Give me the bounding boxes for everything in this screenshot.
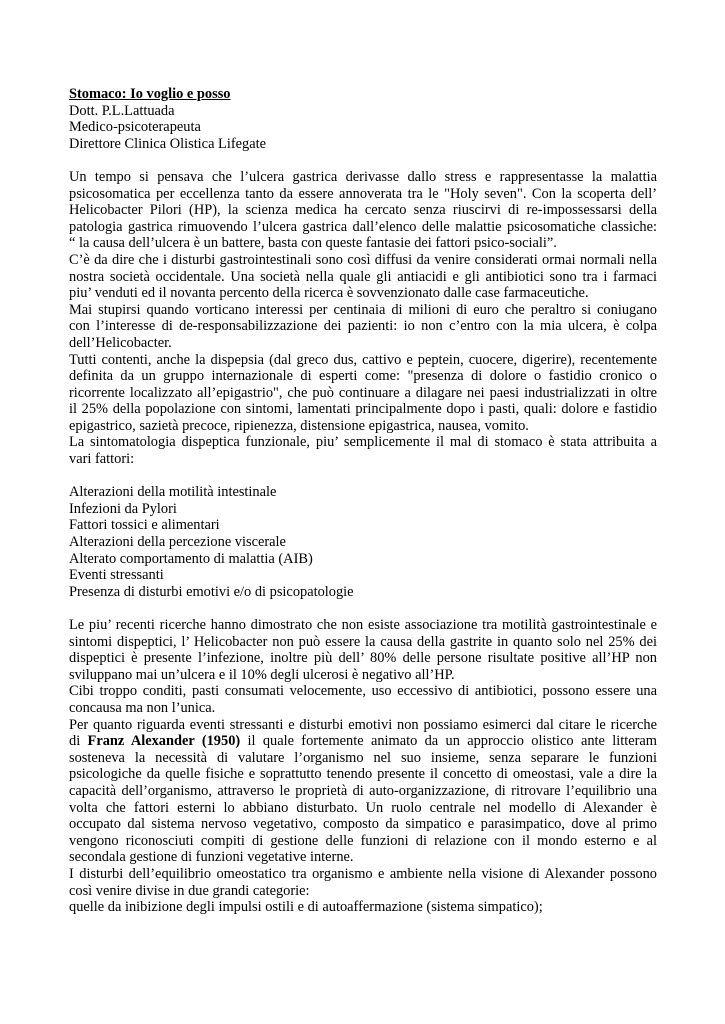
text-line: sviluppano mai un’ulcera e il 10% degli ulcerosi è negativo all’HP. xyxy=(69,666,455,683)
text-line: dell’Helicobacter. xyxy=(69,334,172,351)
text-line: La sintomatologia dispeptica funzionale, piu’ semplicemente il mal di stomaco è stata attribuita a xyxy=(69,434,657,451)
text-line: il 25% della popolazione con sintomi, lamentati principalmente dopo i pasti, quali: dolore e fastidio xyxy=(69,401,657,418)
text-line: secondala gestione di funzioni vegetative interne. xyxy=(69,849,354,866)
text-line: ricorrente localizzato all’epigastrio", che può continuare a dilagare nei paesi industrializzati in oltre xyxy=(69,384,657,401)
text-line: Un tempo si pensava che l’ulcera gastrica derivasse dallo stress e rappresentasse la malattia xyxy=(69,168,657,185)
text-line: sintomi dispeptici, l’ Helicobacter non può essere la causa della gastrite in quanto solo nel 25% dei xyxy=(69,633,657,650)
text-line: vengono riconosciuti compiti di gestione delle funzioni di relazione con il mondo esterno e al xyxy=(69,832,657,849)
text-line: così venire divise in due grandi categorie: xyxy=(69,882,310,899)
document-title: Stomaco: Io voglio e posso xyxy=(69,86,231,102)
text-line: epigastrico, sazietà precoce, ripienezza, distensione epigastrica, nausea, vomito. xyxy=(69,417,529,434)
text-line: Per quanto riguarda eventi stressanti e disturbi emotivi non possiamo esimerci dal citare le ricerche xyxy=(69,716,657,733)
list-item: Alterato comportamento di malattia (AIB) xyxy=(69,550,313,567)
list-item: Alterazioni della motilità intestinale xyxy=(69,484,277,501)
author-name: Dott. P.L.Lattuada xyxy=(69,102,175,119)
text-line: vari fattori: xyxy=(69,451,135,468)
spacer xyxy=(69,152,657,169)
text-fragment: di xyxy=(69,733,81,750)
text-line: quelle da inibizione degli impulsi ostili e di autoaffermazione (sistema simpatico); xyxy=(69,899,543,916)
text-line: capacità dell’organismo, attraverso le proprietà di auto-organizzazione, di ritrovare l’equilibrio una xyxy=(69,782,657,799)
text-line: Le piu’ recenti ricerche hanno dimostrato che non esiste associazione tra motilità gastrointestinale e xyxy=(69,617,657,633)
text-line: patologia gastrica rimuovendo l’ulcera gastrica dall’elenco delle malattie psicosomatiche classiche: xyxy=(69,218,657,235)
text-line: Tutti contenti, anche la dispepsia (dal greco dus, cattivo e peptein, cuocere, digerire), recentemente xyxy=(69,351,657,368)
text-line: piu’ venduti ed il novanta percento della ricerca è sovvenzionato dalle case farmaceutiche. xyxy=(69,285,589,302)
author-citation: Franz Alexander (1950) xyxy=(87,733,241,750)
text-line: occupato dal sistema nervoso vegetativo, composto da simpatico e parasimpatico, dove al primo xyxy=(69,816,657,833)
text-line: C’è da dire che i disturbi gastrointestinali sono così diffusi da venire considerati ormai normali nella xyxy=(69,251,657,268)
text-line: nostra società occidentale. Una società nella quale gli antiacidi e gli antibiotici sono tra i farmaci xyxy=(69,268,657,285)
spacer xyxy=(69,468,657,485)
text-line: psicologiche da quelle fisiche e soprattutto tenendo presente il concetto di omeostasi, vale a dire la xyxy=(69,766,657,783)
text-line: definita da un gruppo internazionale di esperti come: "presenza di dolore o fastidio cronico o xyxy=(69,368,657,385)
text-line-alexander xyxy=(69,733,657,750)
text-line: Helicobacter Pilori (HP), la scienza medica ha cercato senza riuscirvi di re-impossessarsi della xyxy=(69,202,657,219)
spacer xyxy=(69,600,657,617)
text-line: Mai stupirsi quando vorticano interessi per centinaia di milioni di euro che peraltro si coniugano xyxy=(69,301,657,318)
text-line: sosteneva la necessità di valutare l’organismo nel suo insieme, senza separare le funzioni xyxy=(69,749,657,766)
text-line: con l’interesse di de-responsabilizzazione dei pazienti: io non c’entro con la mia ulcera, è colpa xyxy=(69,318,657,335)
text-line: volta che fattori esterni lo abbiano disturbato. Un ruolo centrale nel modello di Alexander è xyxy=(69,799,657,816)
list-item: Fattori tossici e alimentari xyxy=(69,517,220,534)
paragraph-intro xyxy=(69,169,657,468)
author-role: Medico-psicoterapeuta xyxy=(69,119,201,136)
list-item: Alterazioni della percezione viscerale xyxy=(69,534,286,551)
text-line: dispeptici è presente l’infezione, inoltre più dell’ 80% delle persone risultate positive all’HP non xyxy=(69,650,657,667)
list-item: Presenza di disturbi emotivi e/o di psicopatologie xyxy=(69,583,354,600)
text-line: “ la causa dell’ulcera è un battere, basta con queste fantasie dei fattori psico-sociali”. xyxy=(69,235,557,252)
text-line: psicosomatica per eccellenza tanto da essere annoverata tra le "Holy seven". Con la scoperta dell’ xyxy=(69,185,657,202)
author-position: Direttore Clinica Olistica Lifegate xyxy=(69,135,266,152)
text-line: concausa ma non l’unica. xyxy=(69,699,216,716)
text-fragment: il quale fortemente animato da un approccio olistico ante litteram xyxy=(247,733,657,750)
factors-list xyxy=(69,484,657,600)
text-line: I disturbi dell’equilibrio omeostatico tra organismo e ambiente nella visione di Alexander possono xyxy=(69,865,657,882)
list-item: Infezioni da Pylori xyxy=(69,500,177,517)
text-line: Cibi troppo conditi, pasti consumati velocemente, uso eccessivo di antibiotici, possono essere una xyxy=(69,683,657,700)
paragraph-research xyxy=(69,617,657,916)
list-item: Eventi stressanti xyxy=(69,567,164,584)
